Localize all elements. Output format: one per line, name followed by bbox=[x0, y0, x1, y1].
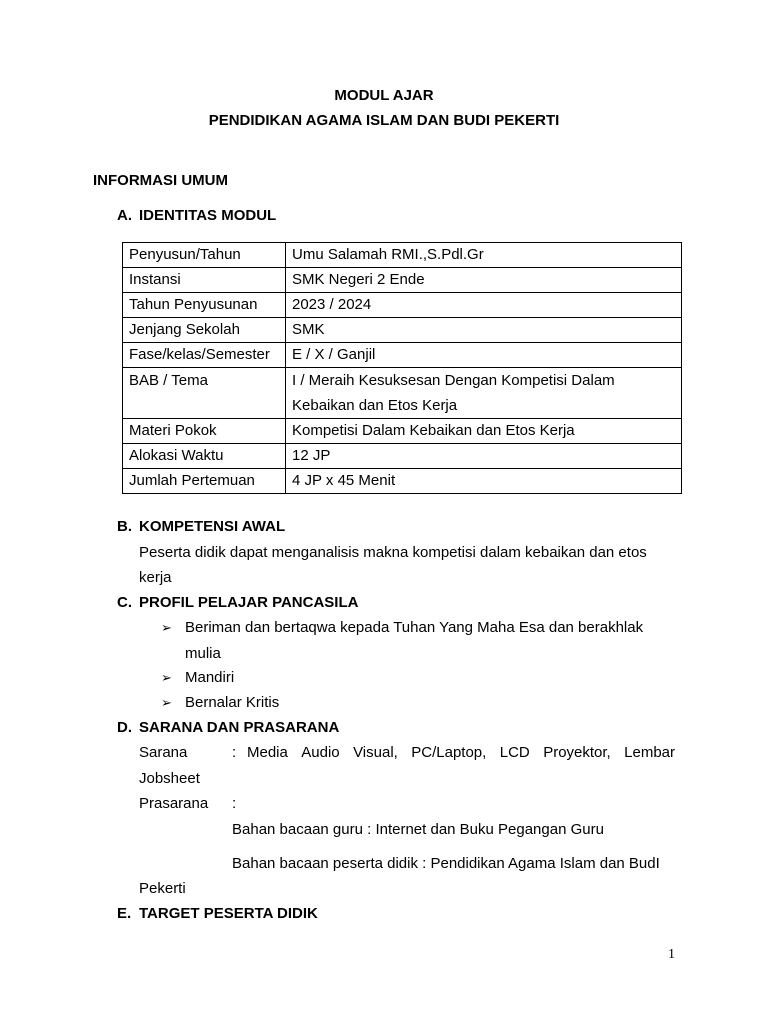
table-value-cell: 12 JP bbox=[286, 444, 682, 469]
table-label-cell: Instansi bbox=[123, 268, 286, 293]
prasarana-colon: : bbox=[232, 795, 237, 812]
sarana-word: Audio bbox=[301, 744, 340, 761]
table-value-cell bbox=[286, 368, 682, 419]
table-label-cell: Tahun Penyusunan bbox=[123, 293, 286, 318]
table-label-cell: BAB / Tema bbox=[123, 368, 286, 419]
section-a-heading bbox=[117, 207, 276, 224]
sarana-value-cont: Jobsheet bbox=[139, 770, 200, 787]
section-c-letter: C. bbox=[117, 594, 132, 611]
kompetensi-awal-text-cont: kerja bbox=[139, 569, 172, 586]
sarana-word: Lembar bbox=[624, 744, 675, 761]
identitas-modul-table bbox=[122, 242, 682, 494]
table-label-cell: Fase/kelas/Semester bbox=[123, 343, 286, 368]
list-item-text: Bernalar Kritis bbox=[185, 694, 280, 711]
sarana-colon: : bbox=[232, 744, 237, 761]
sarana-word: Media bbox=[247, 744, 288, 761]
section-e-letter: E. bbox=[117, 905, 132, 922]
sarana-word: LCD bbox=[499, 744, 530, 761]
table-row bbox=[123, 243, 682, 268]
table-label-cell: Materi Pokok bbox=[123, 419, 286, 444]
table-row bbox=[123, 318, 682, 343]
list-item-text-cont: mulia bbox=[185, 645, 221, 662]
table-label-cell: Jumlah Pertemuan bbox=[123, 469, 286, 494]
prasarana-label: Prasarana bbox=[139, 795, 209, 812]
section-b-heading bbox=[117, 518, 285, 535]
table-value-cell: E / X / Ganjil bbox=[286, 343, 682, 368]
document-subtitle: PENDIDIKAN AGAMA ISLAM DAN BUDI PEKERTI bbox=[208, 112, 560, 129]
sarana-word: Visual, bbox=[353, 744, 398, 761]
bahan-bacaan-peserta-cont: Pekerti bbox=[139, 880, 186, 897]
list-item bbox=[161, 669, 234, 686]
section-d-heading bbox=[117, 719, 339, 736]
section-e-heading bbox=[117, 905, 318, 922]
table-value-cell: Kompetisi Dalam Kebaikan dan Etos Kerja bbox=[286, 419, 682, 444]
table-value-cell: SMK bbox=[286, 318, 682, 343]
table-value-line: I / Meraih Kesuksesan Dengan Kompetisi Dalam bbox=[292, 372, 615, 389]
section-e-title: TARGET PESERTA DIDIK bbox=[139, 905, 318, 922]
table-label-cell: Alokasi Waktu bbox=[123, 444, 286, 469]
table-label-cell: Jenjang Sekolah bbox=[123, 318, 286, 343]
sarana-word: Proyektor, bbox=[543, 744, 611, 761]
list-item-text: Mandiri bbox=[185, 669, 235, 686]
section-d-letter: D. bbox=[117, 719, 132, 736]
section-a-title: IDENTITAS MODUL bbox=[139, 207, 277, 224]
table-row bbox=[123, 368, 682, 419]
table-value-cell: SMK Negeri 2 Ende bbox=[286, 268, 682, 293]
table-row bbox=[123, 268, 682, 293]
table-row bbox=[123, 343, 682, 368]
table-value-cell: Umu Salamah RMI.,S.Pdl.Gr bbox=[286, 243, 682, 268]
list-item-text: Beriman dan bertaqwa kepada Tuhan Yang Maha Esa dan berakhlak bbox=[185, 619, 644, 636]
kompetensi-awal-text: Peserta didik dapat menganalisis makna kompetisi dalam kebaikan dan etos bbox=[139, 544, 647, 561]
table-row bbox=[123, 444, 682, 469]
section-b-title: KOMPETENSI AWAL bbox=[139, 518, 286, 535]
sarana-word: PC/Laptop, bbox=[411, 744, 487, 761]
section-b-letter: B. bbox=[117, 518, 132, 535]
table-row bbox=[123, 419, 682, 444]
table-value-cell: 4 JP x 45 Menit bbox=[286, 469, 682, 494]
document-title: MODUL AJAR bbox=[334, 87, 434, 104]
table-row bbox=[123, 293, 682, 318]
informasi-umum-heading: INFORMASI UMUM bbox=[93, 172, 228, 189]
arrow-bullet-icon: ➢ bbox=[161, 620, 172, 635]
sarana-value bbox=[247, 744, 675, 761]
section-c-title: PROFIL PELAJAR PANCASILA bbox=[139, 594, 359, 611]
section-c-heading bbox=[117, 594, 358, 611]
sarana-label: Sarana bbox=[139, 744, 188, 761]
table-value-line: Kebaikan dan Etos Kerja bbox=[292, 397, 458, 414]
section-d-title: SARANA DAN PRASARANA bbox=[139, 719, 340, 736]
list-item bbox=[161, 694, 279, 711]
bahan-bacaan-guru: Bahan bacaan guru : Internet dan Buku Pegangan Guru bbox=[232, 821, 604, 838]
section-a-letter: A. bbox=[117, 207, 132, 224]
table-label-cell: Penyusun/Tahun bbox=[123, 243, 286, 268]
arrow-bullet-icon: ➢ bbox=[161, 670, 172, 685]
list-item bbox=[161, 619, 643, 636]
table-value-cell: 2023 / 2024 bbox=[286, 293, 682, 318]
bahan-bacaan-peserta: Bahan bacaan peserta didik : Pendidikan Agama Islam dan BudI bbox=[232, 855, 660, 872]
page-number: 1 bbox=[668, 947, 675, 962]
arrow-bullet-icon: ➢ bbox=[161, 695, 172, 710]
table-row bbox=[123, 469, 682, 494]
